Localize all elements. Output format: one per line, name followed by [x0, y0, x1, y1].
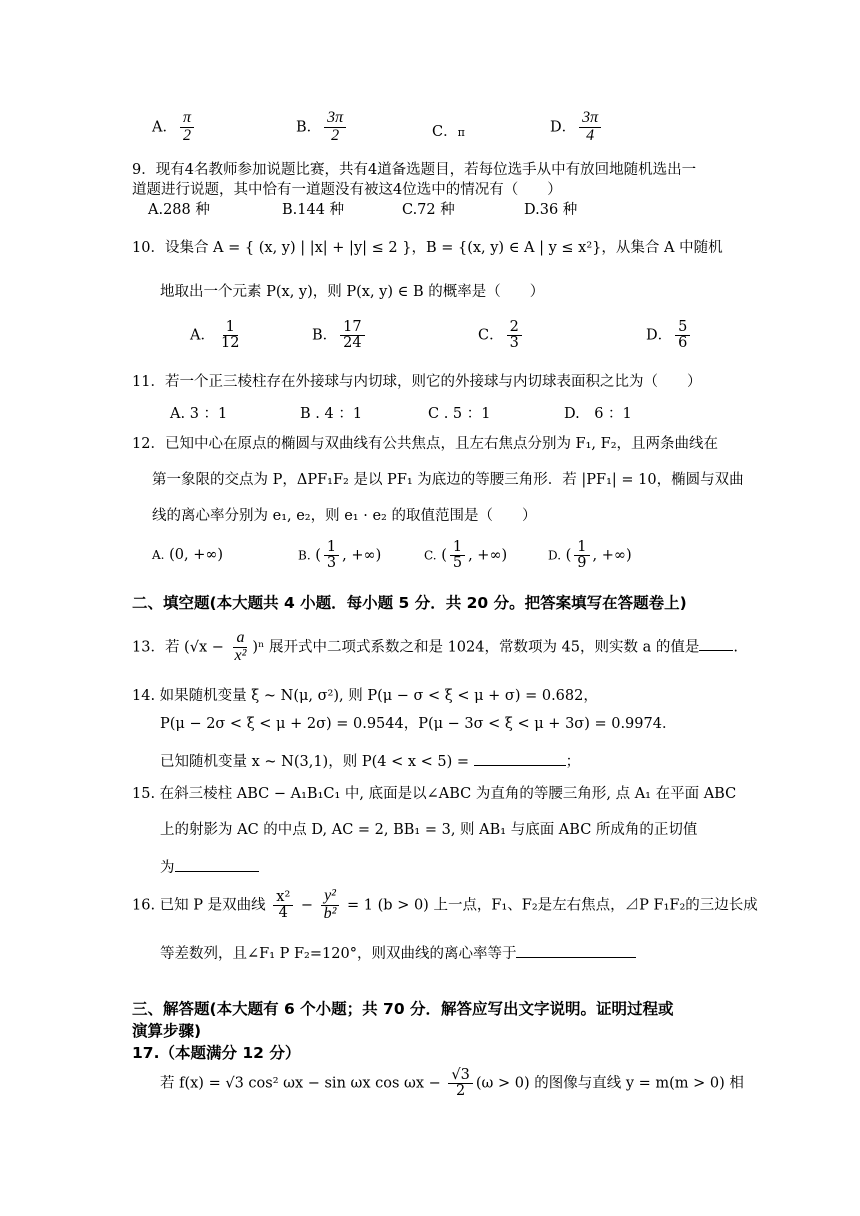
q8-option-a: A． $\frac{\pi}{2}$ — [152, 110, 197, 145]
q11-option-d: D. 6 ：1 — [564, 406, 632, 422]
section-3-heading-line-1: 三、解答题(本大题有 6 个小题；共 70 分．解答应写出文字说明。证明过程或 — [132, 1000, 674, 1018]
q9-line-1: 9．现有4名教师参加说题比赛，共有4道备选题目，若每位选手从中有放回地随机选出一 — [132, 162, 697, 178]
q14-line-3: 已知随机变量 x ~ N(3,1)，则 P(4 < x < 5) = ； — [160, 750, 580, 771]
q16-line-1: 16. 已知 P 是双曲线 $\frac{\text{x²}}{4}$ − $\frac{\text{y²}}{\text{b²}}$ = 1 (b > 0) 上一点，F₁、F₂是左右焦点，⊿P F₁F₂的三边长成 — [132, 887, 758, 922]
q11-option-c: C . 5 ：1 — [428, 406, 491, 422]
q10-option-d: D． $\frac{5}{6}$ — [646, 320, 693, 351]
section-3-heading-line-2: 演算步骤) — [132, 1022, 202, 1040]
q14-line-2: P(μ − 2σ < ξ < μ + 2σ) = 0.9544，P(μ − 3σ < ξ < μ + 3σ) = 0.9974． — [160, 716, 677, 732]
q15-line-1: 15. 在斜三棱柱 ABC − A₁B₁C₁ 中, 底面是以∠ABC 为直角的等腰三角形, 点 A₁ 在平面 ABC — [132, 786, 737, 802]
q13-line: 13．若 (√x − $\frac{a}{\text{x²}}$ )ⁿ 展开式中二项式系数之和是 1024，常数项为 45，则实数 a 的值是 . — [132, 629, 739, 664]
q12-option-d: D. ( $\frac{1}{9}$ , +∞) — [548, 539, 632, 572]
q12-option-a: A. (0, +∞) — [152, 547, 224, 563]
section-2-heading: 二、填空题(本大题共 4 小题．每小题 5 分．共 20 分。把答案填写在答题卷上) — [132, 594, 687, 612]
q16-line-2: 等差数列，且∠F₁ P F₂=120°，则双曲线的离心率等于 — [160, 942, 636, 963]
q8-option-b: B． $\frac{3\pi}{2}$ — [296, 110, 349, 145]
q11-option-b: B . 4 ：1 — [300, 406, 363, 422]
q17-heading: 17.（本题满分 12 分） — [132, 1044, 301, 1062]
q11-line-1: 11．若一个正三棱柱存在外接球与内切球，则它的外接球与内切球表面积之比为（ ） — [132, 374, 702, 390]
q10-line-1: 10．设集合 A = { (x, y) | |x| + |y| ≤ 2 }，B = {(x, y) ∈ A | y ≤ x²}，从集合 A 中随机 — [132, 240, 723, 256]
q9-option-c: C.72 种 — [402, 202, 455, 218]
q15-line-3: 为 — [160, 856, 259, 877]
q12-line-1: 12．已知中心在原点的椭圆与双曲线有公共焦点，且左右焦点分别为 F₁, F₂，且两条曲线在 — [132, 436, 719, 452]
q9-option-d: D.36 种 — [524, 202, 578, 218]
q12-option-b: B. ( $\frac{1}{3}$ , +∞) — [298, 539, 382, 572]
q12-option-c: C. ( $\frac{1}{5}$ , +∞) — [424, 539, 508, 572]
q9-option-b: B.144 种 — [282, 202, 345, 218]
q10-line-2: 地取出一个元素 P(x, y)，则 P(x, y) ∈ B 的概率是（ ） — [160, 284, 545, 300]
q10-option-c: C． $\frac{2}{3}$ — [478, 320, 525, 351]
q14-line-1: 14. 如果随机变量 ξ ~ N(μ, σ²), 则 P(μ − σ < ξ < μ + σ) = 0.682， — [132, 688, 598, 704]
q9-line-2: 道题进行说题，其中恰有一道题没有被这4位选中的情况有（ ） — [132, 182, 562, 198]
q8-option-c: C．π — [432, 124, 465, 140]
q15-line-2: 上的射影为 AC 的中点 D, AC = 2, BB₁ = 3, 则 AB₁ 与底面 ABC 所成角的正切值 — [160, 822, 698, 838]
q11-option-a: A. 3 ：1 — [170, 406, 228, 422]
q10-option-b: B． $\frac{17}{24}$ — [312, 320, 368, 351]
q12-line-2: 第一象限的交点为 P，ΔPF₁F₂ 是以 PF₁ 为底边的等腰三角形．若 |PF₁| = 10，椭圆与双曲 — [152, 472, 744, 488]
q12-line-3: 线的离心率分别为 e₁, e₂，则 e₁ · e₂ 的取值范围是（ ） — [152, 508, 537, 524]
q8-option-d: D． $\frac{3\pi}{4}$ — [550, 110, 604, 145]
q17-line-1: 若 f(x) = √3 cos² ωx − sin ωx cos ωx − $\frac{√3}{2}$ (ω > 0) 的图像与直线 y = m(m > 0) 相 — [160, 1067, 744, 1100]
q9-option-a: A.288 种 — [148, 202, 210, 218]
q10-option-a: A． $\frac{1}{12}$ — [190, 319, 240, 352]
